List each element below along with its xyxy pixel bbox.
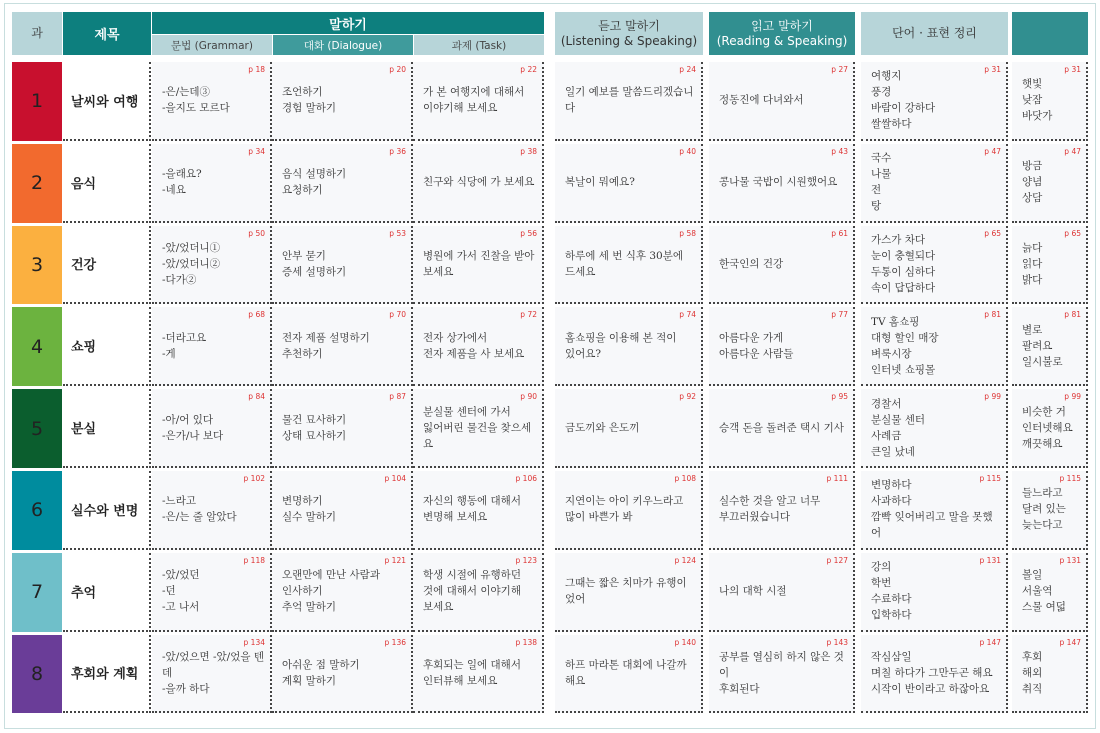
cell-task bbox=[413, 144, 544, 223]
cell-text: 햇빛 낮잠 바닷가 bbox=[1022, 78, 1053, 123]
cell-vocab bbox=[861, 307, 1008, 386]
cell-pron bbox=[1012, 307, 1088, 386]
page-number: p 104 bbox=[384, 474, 406, 483]
page-number: p 20 bbox=[389, 65, 406, 74]
cell-reading bbox=[709, 635, 855, 714]
page-number: p 123 bbox=[515, 555, 537, 565]
page-number: p 115 bbox=[979, 474, 1001, 483]
page-number: p 77 bbox=[831, 310, 848, 320]
cell-text: 경찰서 분실물 센터 사례금 큰일 났네 bbox=[871, 397, 926, 458]
page-number: p 34 bbox=[248, 146, 265, 156]
page-number: p 147 bbox=[1059, 637, 1081, 647]
page-number: p 106 bbox=[515, 474, 537, 483]
page-number: p 90 bbox=[520, 392, 537, 402]
cell-text: 복날이 뭐예요? bbox=[565, 176, 635, 189]
cell-text: 볼일 서울역 스물 여덟 bbox=[1022, 569, 1066, 614]
page-number: p 53 bbox=[389, 228, 406, 238]
page-number: p 70 bbox=[389, 310, 406, 320]
page-number: p 134 bbox=[243, 637, 265, 647]
cell-vocab bbox=[861, 635, 1008, 714]
cell-reading bbox=[709, 553, 855, 632]
cell-text: -았/었으면 -았/었을 텐데 -을까 하다 bbox=[162, 650, 264, 695]
lesson-number: 1 bbox=[12, 62, 62, 141]
cell-reading bbox=[709, 471, 855, 550]
cell-dialogue bbox=[272, 471, 413, 550]
lesson-title: 건강 bbox=[63, 226, 151, 305]
cell-dialogue bbox=[272, 62, 413, 141]
page-number: p 22 bbox=[520, 65, 537, 74]
cell-text: 가스가 차다 눈이 충혈되다 두통이 심하다 속이 답답하다 bbox=[871, 233, 936, 294]
cell-text: 비슷한 거 인터넷해요 깨끗해요 bbox=[1022, 405, 1073, 450]
page-number: p 47 bbox=[1064, 146, 1081, 156]
cell-listening bbox=[555, 62, 703, 141]
cell-text: 지연이는 아이 키우느라고 많이 바쁜가 봐 bbox=[565, 495, 684, 524]
cell-pron bbox=[1012, 389, 1088, 468]
header-title: 제목 bbox=[63, 12, 151, 55]
cell-text: 음식 설명하기 요청하기 bbox=[282, 168, 347, 197]
cell-pron bbox=[1012, 62, 1088, 141]
cell-text: 콩나물 국밥이 시원했어요 bbox=[719, 176, 838, 189]
cell-text: 하루에 세 번 식후 30분에 드세요 bbox=[565, 249, 683, 278]
cell-dialogue bbox=[272, 635, 413, 714]
cell-dialogue bbox=[272, 226, 413, 305]
cell-text: 학생 시절에 유행하던 것에 대해서 이야기해 보세요 bbox=[423, 569, 521, 614]
page-number: p 131 bbox=[1059, 555, 1081, 565]
cell-task bbox=[413, 553, 544, 632]
lesson-number: 7 bbox=[12, 553, 62, 632]
cell-text: 물건 묘사하기 상태 묘사하기 bbox=[282, 413, 347, 442]
header-lesson: 과 bbox=[12, 12, 62, 55]
cell-text: 안부 묻기 증세 설명하기 bbox=[282, 249, 347, 278]
lesson-number: 2 bbox=[12, 144, 62, 223]
cell-text: 일기 예보를 말씀드리겠습니다 bbox=[565, 86, 694, 115]
header-speaking: 말하기 bbox=[152, 12, 544, 34]
cell-text: 아쉬운 점 말하기 계획 말하기 bbox=[282, 658, 360, 687]
page-number: p 108 bbox=[674, 474, 696, 483]
lesson-title: 날씨와 여행 bbox=[63, 62, 151, 141]
cell-text: 오랜만에 만난 사람과 인사하기 추억 말하기 bbox=[282, 569, 380, 614]
cell-text: 강의 학번 수료하다 입학하다 bbox=[871, 561, 912, 622]
page-number: p 92 bbox=[679, 392, 696, 402]
lesson-title: 분실 bbox=[63, 389, 151, 468]
page-number: p 47 bbox=[984, 146, 1001, 156]
header-reading: 읽고 말하기 (Reading & Speaking) bbox=[709, 12, 855, 55]
lesson-title: 쇼핑 bbox=[63, 307, 151, 386]
page-number: p 58 bbox=[679, 228, 696, 238]
cell-grammar bbox=[152, 635, 272, 714]
cell-listening bbox=[555, 389, 703, 468]
lesson-number: 4 bbox=[12, 307, 62, 386]
cell-reading bbox=[709, 389, 855, 468]
header-grammar: 문법 (Grammar) bbox=[152, 35, 272, 55]
header-vocab: 단어 · 표현 정리 bbox=[861, 12, 1008, 55]
cell-text: 병원에 가서 진찰을 받아 보세요 bbox=[423, 249, 535, 278]
cell-task bbox=[413, 635, 544, 714]
cell-text: 나의 대학 시절 bbox=[719, 585, 787, 598]
cell-task bbox=[413, 226, 544, 305]
page-number: p 124 bbox=[674, 555, 696, 565]
page-number: p 95 bbox=[831, 392, 848, 402]
cell-text: -은/는데③ -을지도 모르다 bbox=[162, 86, 230, 115]
cell-pron bbox=[1012, 553, 1088, 632]
cell-text: 친구와 식당에 가 보세요 bbox=[423, 176, 535, 189]
cell-text: 자신의 행동에 대해서 변명해 보세요 bbox=[423, 495, 521, 524]
page-number: p 18 bbox=[248, 65, 265, 74]
cell-text: 아름다운 가게 아름다운 사람들 bbox=[719, 331, 794, 360]
page-number: p 147 bbox=[979, 637, 1001, 647]
lesson-number: 5 bbox=[12, 389, 62, 468]
cell-text: -더라고요 -게 bbox=[162, 331, 207, 360]
cell-pron bbox=[1012, 226, 1088, 305]
page-number: p 31 bbox=[984, 65, 1001, 74]
cell-text: -느라고 -은/는 줄 알았다 bbox=[162, 495, 237, 524]
lesson-number: 3 bbox=[12, 226, 62, 305]
cell-reading bbox=[709, 62, 855, 141]
cell-vocab bbox=[861, 144, 1008, 223]
page-number: p 40 bbox=[679, 146, 696, 156]
page-number: p 31 bbox=[1064, 65, 1081, 74]
page-number: p 72 bbox=[520, 310, 537, 320]
page-number: p 143 bbox=[826, 637, 848, 647]
cell-reading bbox=[709, 144, 855, 223]
cell-task bbox=[413, 389, 544, 468]
page-number: p 111 bbox=[826, 474, 848, 483]
cell-dialogue bbox=[272, 553, 413, 632]
cell-task bbox=[413, 471, 544, 550]
cell-task bbox=[413, 62, 544, 141]
cell-text: 조언하기 경험 말하기 bbox=[282, 86, 337, 115]
cell-text: 공부를 열심히 하지 않은 것이 후회된다 bbox=[719, 650, 844, 695]
cell-text: 그때는 짧은 치마가 유행이었어 bbox=[565, 577, 687, 606]
lesson-title: 추억 bbox=[63, 553, 151, 632]
cell-text: 정동진에 다녀와서 bbox=[719, 94, 804, 107]
page-number: p 27 bbox=[831, 65, 848, 74]
cell-vocab bbox=[861, 389, 1008, 468]
cell-grammar bbox=[152, 471, 272, 550]
page-number: p 56 bbox=[520, 228, 537, 238]
cell-listening bbox=[555, 144, 703, 223]
page-number: p 36 bbox=[389, 146, 406, 156]
header-dialogue: 대화 (Dialogue) bbox=[273, 35, 413, 55]
page-number: p 68 bbox=[248, 310, 265, 320]
cell-text: 여행지 풍경 바람이 강하다 쌀쌀하다 bbox=[871, 70, 936, 131]
cell-text: 금도끼와 은도끼 bbox=[565, 421, 640, 434]
lesson-number: 6 bbox=[12, 471, 62, 550]
cell-dialogue bbox=[272, 307, 413, 386]
header-task: 과제 (Task) bbox=[414, 35, 544, 55]
cell-text: 승객 돈을 돌려준 택시 기사 bbox=[719, 421, 844, 434]
page-number: p 84 bbox=[248, 392, 265, 402]
page-number: p 65 bbox=[1064, 228, 1081, 238]
cell-grammar bbox=[152, 553, 272, 632]
lesson-number: 8 bbox=[12, 635, 62, 714]
page-number: p 74 bbox=[679, 310, 696, 320]
page-number: p 131 bbox=[979, 555, 1001, 565]
cell-text: 변명하기 실수 말하기 bbox=[282, 495, 337, 524]
cell-text: 늙다 읽다 밝다 bbox=[1022, 241, 1043, 286]
cell-text: 국수 나물 전 탕 bbox=[871, 152, 892, 213]
cell-grammar bbox=[152, 389, 272, 468]
page-number: p 115 bbox=[1059, 474, 1081, 483]
cell-text: 변명하다 사과하다 깜빡 잊어버리고 말을 못했어 bbox=[871, 479, 993, 540]
cell-listening bbox=[555, 226, 703, 305]
page-number: p 99 bbox=[984, 392, 1001, 402]
page-number: p 121 bbox=[384, 555, 406, 565]
cell-text: -았/었던 -던 -고 나서 bbox=[162, 569, 200, 614]
cell-dialogue bbox=[272, 389, 413, 468]
lesson-title: 음식 bbox=[63, 144, 151, 223]
header-pronunciation bbox=[1012, 12, 1088, 55]
page-number: p 50 bbox=[248, 228, 265, 238]
cell-grammar bbox=[152, 226, 272, 305]
cell-vocab bbox=[861, 471, 1008, 550]
cell-text: 전자 상가에서 전자 제품을 사 보세요 bbox=[423, 331, 525, 360]
cell-text: 실수한 것을 알고 너무 부끄러웠습니다 bbox=[719, 495, 821, 524]
cell-listening bbox=[555, 307, 703, 386]
cell-text: 후회 해외 취직 bbox=[1022, 650, 1043, 695]
cell-text: 하프 마라톤 대회에 나갈까 해요 bbox=[565, 658, 687, 687]
cell-grammar bbox=[152, 62, 272, 141]
page-number: p 138 bbox=[515, 637, 537, 647]
cell-task bbox=[413, 307, 544, 386]
cell-grammar bbox=[152, 144, 272, 223]
cell-pron bbox=[1012, 635, 1088, 714]
cell-text: 들느라고 달려 있는 늦는다고 bbox=[1022, 487, 1066, 532]
cell-text: 한국인의 건강 bbox=[719, 257, 784, 270]
page-number: p 127 bbox=[826, 555, 848, 565]
page-number: p 43 bbox=[831, 146, 848, 156]
cell-vocab bbox=[861, 553, 1008, 632]
page-number: p 24 bbox=[679, 65, 696, 74]
cell-text: 별로 팔려요 일시불로 bbox=[1022, 323, 1063, 368]
page-number: p 81 bbox=[984, 310, 1001, 320]
cell-listening bbox=[555, 471, 703, 550]
page-number: p 140 bbox=[674, 637, 696, 647]
page-number: p 38 bbox=[520, 146, 537, 156]
cell-text: 후회되는 일에 대해서 인터뷰해 보세요 bbox=[423, 658, 521, 687]
page-number: p 65 bbox=[984, 228, 1001, 238]
cell-text: -아/어 있다 -은가/나 보다 bbox=[162, 413, 224, 442]
page-number: p 102 bbox=[243, 474, 265, 483]
page-number: p 81 bbox=[1064, 310, 1081, 320]
lesson-title: 실수와 변명 bbox=[63, 471, 151, 550]
cell-reading bbox=[709, 226, 855, 305]
header-listening: 듣고 말하기 (Listening & Speaking) bbox=[555, 12, 703, 55]
page-number: p 61 bbox=[831, 228, 848, 238]
cell-text: 전자 제품 설명하기 추천하기 bbox=[282, 331, 370, 360]
cell-text: -았/었더니① -았/었더니② -다가② bbox=[162, 241, 221, 286]
page-number: p 99 bbox=[1064, 392, 1081, 402]
cell-text: -을래요? -네요 bbox=[162, 168, 202, 197]
cell-text: 작심삼일 며칠 하다가 그만두곤 해요 시작이 반이라고 하잖아요 bbox=[871, 650, 993, 695]
cell-vocab bbox=[861, 62, 1008, 141]
cell-listening bbox=[555, 635, 703, 714]
cell-grammar bbox=[152, 307, 272, 386]
page-number: p 136 bbox=[384, 637, 406, 647]
cell-text: 가 본 여행지에 대해서 이야기해 보세요 bbox=[423, 86, 525, 115]
cell-dialogue bbox=[272, 144, 413, 223]
cell-text: 분실물 센터에 가서 잃어버린 물건을 찾으세요 bbox=[423, 405, 532, 450]
cell-text: 홈쇼핑을 이용해 본 적이 있어요? bbox=[565, 331, 677, 360]
cell-text: TV 홈쇼핑 대형 할인 매장 벼룩시장 인터넷 쇼핑몰 bbox=[871, 315, 939, 376]
lesson-title: 후회와 계획 bbox=[63, 635, 151, 714]
cell-text: 방금 양념 상담 bbox=[1022, 160, 1043, 205]
cell-vocab bbox=[861, 226, 1008, 305]
page-number: p 87 bbox=[389, 392, 406, 402]
page-number: p 118 bbox=[243, 555, 265, 565]
cell-pron bbox=[1012, 471, 1088, 550]
cell-listening bbox=[555, 553, 703, 632]
cell-reading bbox=[709, 307, 855, 386]
cell-pron bbox=[1012, 144, 1088, 223]
